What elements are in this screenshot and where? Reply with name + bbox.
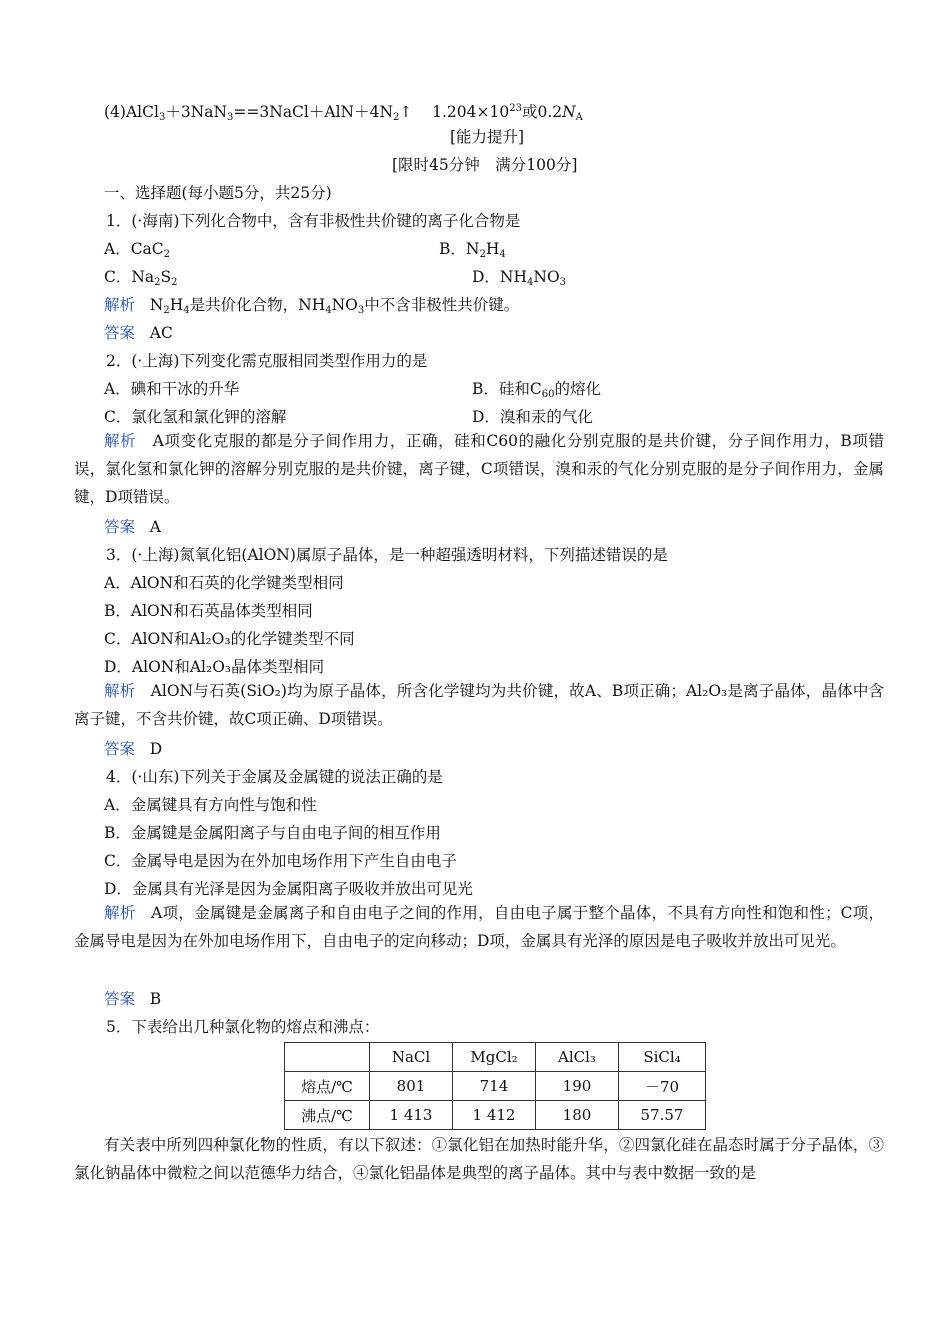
- table-header-cell: NaCl: [370, 1043, 453, 1072]
- analysis-label: 解析: [104, 682, 136, 700]
- q4-stem: 4．(·山东)下列关于金属及金属键的说法正确的是: [106, 768, 443, 786]
- q4-option-c: C．金属导电是因为在外加电场作用下产生自由电子: [104, 852, 457, 870]
- table-cell: 熔点/℃: [285, 1072, 370, 1101]
- equation-part: ==3NaCl＋AlN＋4N: [233, 103, 394, 121]
- q4-answer: [104, 989, 161, 1009]
- q1-answer: [104, 323, 173, 343]
- table-header-cell: SiCl₄: [619, 1043, 706, 1072]
- table-row: [285, 1101, 706, 1130]
- amount-exponent: 23: [509, 103, 522, 114]
- q3-option-a: A．AlON和石英的化学键类型相同: [104, 574, 344, 592]
- table-header-cell: AlCl₃: [536, 1043, 619, 1072]
- analysis-label: 解析: [104, 296, 136, 314]
- table-cell: 180: [536, 1101, 619, 1130]
- table-header-row: [285, 1043, 706, 1072]
- gas-arrow: ↑: [399, 103, 413, 121]
- table-header-cell: [285, 1043, 370, 1072]
- section-title: [能力提升]: [450, 128, 525, 146]
- q2-option-c: C．氯化氢和氯化钾的溶解: [104, 408, 287, 426]
- q2-option-a: A．碘和干冰的升华: [104, 380, 240, 398]
- time-limit: [限时45分钟 满分100分]: [392, 156, 578, 174]
- amount-value: 1.204×10: [432, 103, 510, 121]
- q5-stem: 5．下表给出几种氯化物的熔点和沸点：: [106, 1018, 380, 1036]
- answer-value: AC: [149, 324, 173, 342]
- table-cell: 190: [536, 1072, 619, 1101]
- q1-option-d: D．$NH_4NO_3$: [472, 268, 567, 288]
- q2-option-b: B．硅和$C_{60}$的熔化: [472, 380, 602, 400]
- q4-option-b: B．金属键是金属阳离子与自由电子间的相互作用: [104, 824, 441, 842]
- amount-alt: 或0.2: [521, 103, 563, 121]
- q1-stem: 1．(·海南)下列化合物中，含有非极性共价键的离子化合物是: [106, 212, 521, 230]
- part-heading: 一、选择题(每小题5分，共25分): [104, 184, 332, 202]
- answer-label: 答案: [104, 990, 136, 1008]
- q3-analysis: 解析 AlON与石英(SiO₂)均为原子晶体，所含化学键均为共价键，故A、B项正确；Al₂O₃是离子晶体，晶体中含离子键，不含共价键，故C项正确、D项错误。: [74, 682, 885, 728]
- q2-analysis: 解析 A项变化克服的都是分子间作用力，正确，硅和C60的融化分别克服的是共价键，分子间作用力，B项错误，氯化氢和氯化钾的溶解分别克服的是共价键，离子键，C项错误，溴和汞的气化分别克服的是分子间作用力，金属键，D项错误。: [74, 432, 884, 506]
- q4-option-a: A．金属键具有方向性与饱和性: [104, 796, 317, 814]
- q3-option-b: B．AlON和石英晶体类型相同: [104, 602, 313, 620]
- q3-stem: 3．(·上海)氮氧化铝(AlON)属原子晶体，是一种超强透明材料，下列描述错误的是: [106, 546, 668, 564]
- answer-value: D: [149, 740, 163, 758]
- previous-answer-line: $(4)AlCl_3+3NaN_3==3NaCl+AlN+4N_2↑$ $1.204\times 10^{23}$或$0.2N_A$: [104, 103, 583, 123]
- table-cell: 1 412: [453, 1101, 536, 1130]
- answer-value: A: [149, 518, 161, 536]
- table-cell: 1 413: [370, 1101, 453, 1130]
- q3-option-c: C．AlON和Al₂O₃的化学键类型不同: [104, 630, 355, 648]
- table-cell: 714: [453, 1072, 536, 1101]
- answer-label: 答案: [104, 740, 136, 758]
- q1-option-b: B．$N_2H_4$: [439, 240, 506, 260]
- analysis-label: 解析: [104, 904, 136, 922]
- q4-option-d: D．金属具有光泽是因为金属阳离子吸收并放出可见光: [104, 880, 473, 898]
- answer-value: B: [149, 990, 162, 1008]
- q5-statement: 有关表中所列四种氯化物的性质，有以下叙述：①氯化铝在加热时能升华，②四氯化硅在晶态时属于分子晶体，③氯化钠晶体中微粒之间以范德华力结合，④氯化铝晶体是典型的离子晶体。其中与表中数据一致的是: [74, 1136, 884, 1182]
- table-header-cell: MgCl₂: [453, 1043, 536, 1072]
- table-cell: －70: [619, 1072, 706, 1101]
- answer-label: 答案: [104, 518, 136, 536]
- q2-answer: [104, 517, 161, 537]
- answer-label-4: (4): [104, 103, 126, 121]
- q1-analysis: 解析 $N_2H_4$是共价化合物，$NH_4NO_3$中不含非极性共价键。: [104, 296, 520, 316]
- equation-part: ＋3NaN: [165, 103, 228, 121]
- q3-option-d: D．AlON和Al₂O₃晶体类型相同: [104, 658, 325, 676]
- equation-part: AlCl: [125, 103, 159, 121]
- avogadro-symbol: N: [562, 103, 576, 121]
- chloride-properties-table: [284, 1042, 706, 1130]
- answer-label: 答案: [104, 324, 136, 342]
- q1-option-a: A．CaC$_2$: [104, 240, 171, 260]
- table-row: [285, 1072, 706, 1101]
- table-cell: 801: [370, 1072, 453, 1101]
- q4-analysis: 解析 A项，金属键是金属离子和自由电子之间的作用，自由电子属于整个晶体，不具有方向性和饱和性；C项，金属导电是因为在外加电场作用下，自由电子的定向移动；D项，金属具有光泽的原因是电子吸收并放出可见光。: [74, 904, 884, 950]
- q2-stem: 2．(·上海)下列变化需克服相同类型作用力的是: [106, 352, 428, 370]
- table-cell: 57.57: [619, 1101, 706, 1130]
- analysis-label: 解析: [104, 432, 137, 450]
- q2-option-d: D．溴和汞的气化: [472, 408, 593, 426]
- q3-answer: [104, 739, 162, 759]
- table-cell: 沸点/℃: [285, 1101, 370, 1130]
- avogadro-subscript: A: [575, 112, 583, 123]
- q1-option-c: C．$Na_2S_2$: [104, 268, 178, 288]
